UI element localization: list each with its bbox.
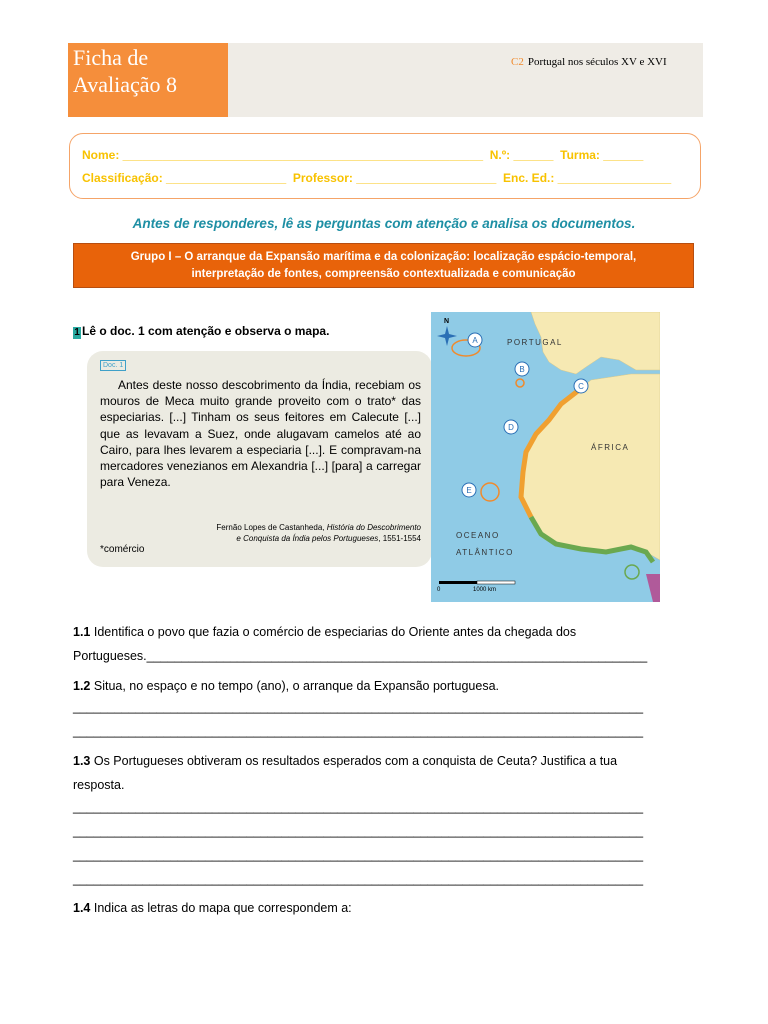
- title-box: [68, 43, 228, 117]
- doc-tag: Doc. 1: [100, 360, 126, 371]
- group-heading-line1: Grupo I – O arranque da Expansão marítima e da colonização: localização espácio-temporal,: [130, 251, 637, 263]
- unit-code: C2: [511, 56, 524, 68]
- group-heading-line2: interpretação de fontes, compreensão contextualizada e comunicação: [191, 268, 576, 280]
- doc-source-author: Fernão Lopes de Castanheda,: [216, 523, 325, 532]
- student-id-box: [69, 133, 701, 199]
- question-1-2: [73, 674, 499, 698]
- question-1-1: [73, 620, 576, 644]
- question-1-1-number: 1.1: [73, 625, 91, 639]
- marker-c-label: C: [578, 382, 584, 391]
- instructions: Antes de responderes, lê as perguntas com atenção e analisa os documentos.: [132, 216, 636, 231]
- question-1-4-number: 1.4: [73, 901, 91, 915]
- marker-a-label: A: [472, 336, 478, 345]
- unit-title: Portugal nos séculos XV e XVI: [527, 56, 667, 68]
- doc-source: [100, 522, 421, 544]
- doc-source-year: , 1551-1554: [378, 534, 421, 543]
- answer-line[interactable]: __________________________________________________________________________________: [73, 724, 644, 738]
- question-1-3-continuation: resposta.: [73, 778, 125, 792]
- answer-line[interactable]: __________________________________________________________________________________: [73, 872, 644, 886]
- marker-b-label: B: [519, 365, 525, 374]
- map-label-portugal: PORTUGAL: [507, 338, 563, 347]
- question-number-badge: 1: [74, 327, 80, 338]
- group-heading: [73, 243, 694, 288]
- map-label-atlantic: ATLÂNTICO: [456, 548, 514, 557]
- answer-line[interactable]: __________________________________________________________________________________: [73, 848, 644, 862]
- map: [431, 312, 660, 602]
- question-1-4: [73, 896, 352, 920]
- question-1-text: Lê o doc. 1 com atenção e observa o mapa.: [82, 324, 330, 338]
- id-line-name[interactable]: Nome: ______________________________________________________ N.º: ______ Turma: ______: [82, 148, 644, 162]
- question-1-3-number: 1.3: [73, 754, 91, 768]
- worksheet-title: Ficha de Avaliação 8: [73, 45, 178, 97]
- question-1-2-number: 1.2: [73, 679, 91, 693]
- map-label-africa: ÁFRICA: [591, 443, 630, 452]
- unit-heading: [511, 56, 667, 68]
- marker-e-label: E: [466, 486, 472, 495]
- question-1-4-text: Indica as letras do mapa que correspondem a:: [90, 901, 352, 915]
- question-1-1-answer[interactable]: Portugueses.________________________________________________________________________: [73, 649, 648, 663]
- map-label-ocean: OCEANO: [456, 531, 500, 540]
- doc-text: Antes deste nosso descobrimento da Índia, recebiam os mouros de Meca muito grande proveito com o trato* das especiarias. [...] Tinham os seus feitores em Calecute [...] que as levavam a Suez, onde alugavam camelos até ao Cairo, para lhes levarem a especiaria [...]. E compravam-na mercadores venezianos em Alexandria [...] [para] a carregar para Veneza.: [100, 378, 421, 490]
- answer-line[interactable]: __________________________________________________________________________________: [73, 700, 644, 714]
- question-1-3: [73, 749, 617, 773]
- doc-source-title-1: História do Descobrimento: [326, 523, 421, 532]
- map-north-label: N: [444, 318, 450, 325]
- question-1-1-text: Identifica o povo que fazia o comércio de especiarias do Oriente antes da chegada dos: [90, 625, 577, 639]
- answer-line[interactable]: __________________________________________________________________________________: [73, 800, 644, 814]
- map-scale-label: 1000 km: [473, 587, 497, 593]
- question-1-2-text: Situa, no espaço e no tempo (ano), o arranque da Expansão portuguesa.: [90, 679, 500, 693]
- map-scale-zero: 0: [437, 587, 441, 593]
- id-line-classification[interactable]: Classificação: __________________ Professor: _____________________ Enc. Ed.: _________________: [82, 171, 672, 185]
- answer-line[interactable]: __________________________________________________________________________________: [73, 824, 644, 838]
- doc-source-title-2: e Conquista da Índia pelos Portugueses: [236, 534, 379, 543]
- marker-d-label: D: [508, 423, 514, 432]
- doc-footnote: *comércio: [100, 544, 145, 555]
- question-1-3-text: Os Portugueses obtiveram os resultados esperados com a conquista de Ceuta? Justifica a tua: [90, 754, 618, 768]
- question-1: [73, 324, 329, 339]
